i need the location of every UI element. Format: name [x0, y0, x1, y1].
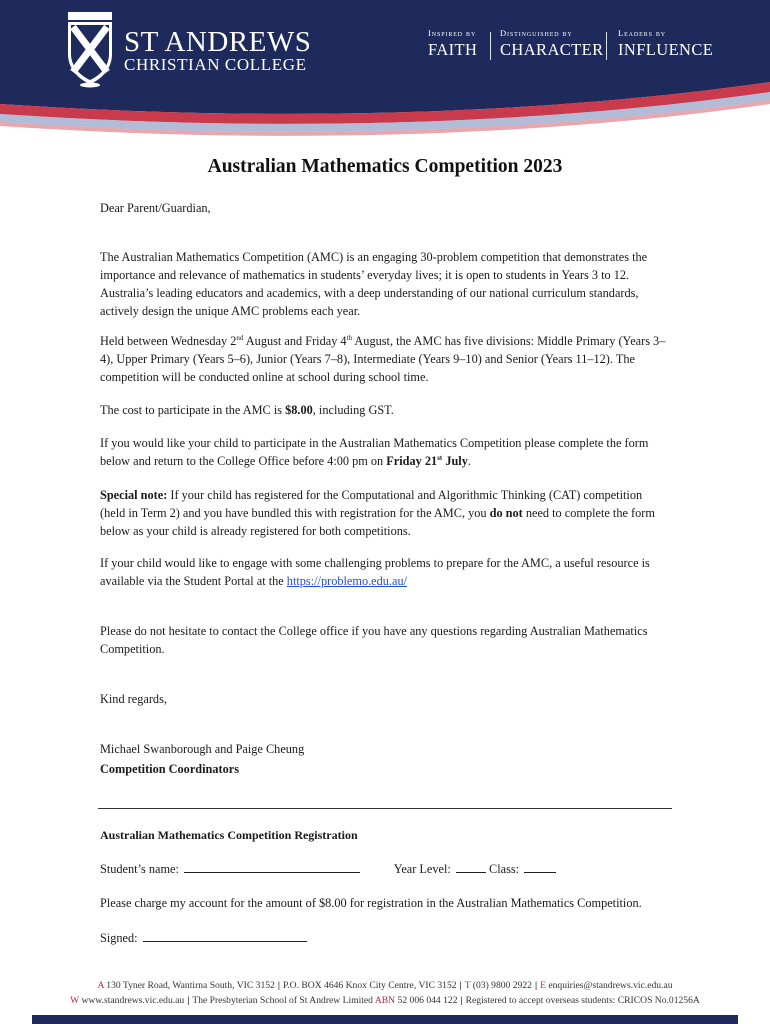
charge-authorisation: Please charge my account for the amount of $8.00 for registration in the Australian Mathematics Competition. — [100, 896, 642, 910]
special-note-label: Special note: — [100, 488, 168, 502]
year-level-field[interactable] — [456, 861, 486, 873]
signatories: Michael Swanborough and Paige Cheung — [100, 742, 305, 756]
paragraph-intro: The Australian Mathematics Competition (AMC) is an engaging 30-problem competition that demonstrates the importance and relevance of mathematics in students’ everyday lives; it is open to students in Years 3 to 12. Australia’s leading educators and academics, with a deep understanding of our national curriculum standards, actively design the unique AMC problems each year. — [100, 250, 648, 318]
motto-character — [500, 28, 604, 60]
college-crest-icon — [64, 10, 116, 88]
motto-influence-word: INFLUENCE — [618, 40, 714, 59]
year-level-label: Year Level: — [393, 862, 451, 876]
text: August and Friday 4 — [243, 334, 347, 348]
motto-faith — [428, 28, 477, 60]
emphasis: do not — [489, 506, 523, 520]
document-title: Australian Mathematics Competition 2023 — [207, 156, 563, 177]
paragraph-cost — [100, 401, 670, 419]
paragraph-resource — [100, 554, 670, 590]
deadline-month: July — [442, 454, 468, 468]
signature-row — [100, 929, 670, 947]
footer-school-entity: The Presbyterian School of St Andrew Limited — [192, 995, 373, 1006]
form-divider — [98, 808, 672, 809]
school-name-line2: CHRISTIAN COLLEGE — [124, 55, 307, 74]
website-prefix: W — [70, 995, 80, 1006]
footer-phone: (03) 9800 2922 — [472, 980, 532, 991]
paragraph-dates — [100, 332, 670, 386]
class-field[interactable] — [524, 861, 556, 873]
problemo-link[interactable]: https://problemo.edu.au/ — [286, 574, 408, 588]
signatory-role-text: Competition Coordinators — [100, 762, 240, 776]
motto-faith-prefix: Inspired by — [428, 28, 477, 38]
text: , including GST. — [312, 403, 394, 417]
footer-line-1: A 130 Tyner Road, Wantirna South, VIC 3152 | P.O. BOX 4646 Knox City Centre, VIC 3152 | T (03) 9800 2922 | E enquiries@standrews.vic.edu.au — [97, 980, 673, 991]
footer-website[interactable]: www.standrews.vic.edu.au — [81, 995, 185, 1006]
address-prefix: A — [97, 980, 104, 991]
signed-label: Signed: — [100, 931, 138, 945]
superscript: nd — [236, 334, 244, 342]
motto-character-word: CHARACTER — [500, 40, 604, 59]
text: If your child has registered for the Computational and Algorithmic Thinking (CAT) competition (held in Term 2) and you have bundled this with registration for the AMC, you — [100, 488, 643, 520]
motto-separator — [606, 32, 607, 60]
motto-faith-word: FAITH — [428, 40, 478, 59]
salutation: Dear Parent/Guardian, — [100, 201, 211, 215]
school-name — [124, 28, 311, 74]
text: The cost to participate in the AMC is — [100, 403, 286, 417]
abn-label: ABN — [374, 995, 396, 1006]
motto-character-prefix: Distinguished by — [500, 28, 573, 38]
registration-title-text: Australian Mathematics Competition Registration — [100, 828, 358, 842]
phone-prefix: T — [464, 980, 471, 991]
student-name-field[interactable] — [184, 861, 360, 873]
letterhead-banner — [0, 0, 770, 140]
text: If you would like your child to participate in the Australian Mathematics Competition please complete the form below and return to the College Office before 4:00 pm on — [100, 436, 649, 468]
student-name-label: Student’s name: — [100, 862, 179, 876]
signature-field[interactable] — [143, 930, 307, 942]
paragraph-contact: Please do not hesitate to contact the College office if you have any questions regarding Australian Mathematics Competition. — [100, 624, 648, 656]
footer-cricos: Registered to accept overseas students: CRICOS No.01256A — [465, 995, 700, 1006]
class-label: Class: — [489, 862, 520, 876]
footer-abn: 52 006 044 122 — [397, 995, 458, 1006]
deadline-day: Friday 21 — [386, 454, 438, 468]
closing: Kind regards, — [100, 692, 167, 706]
superscript: st — [437, 454, 443, 462]
email-prefix: E — [540, 980, 546, 991]
motto-influence — [618, 28, 713, 60]
footer-email[interactable]: enquiries@standrews.vic.edu.au — [548, 980, 673, 991]
footer-address: 130 Tyner Road, Wantirna South, VIC 3152 — [106, 980, 275, 991]
text: . — [467, 454, 471, 468]
student-details-row — [100, 860, 670, 878]
footer-line-2: W www.standrews.vic.edu.au | The Presbyterian School of St Andrew Limited ABN 52 006 044 122 | Registered to accept overseas students: CRICOS No.01256A — [70, 995, 700, 1006]
school-name-line1: ST ANDREWS — [124, 26, 312, 58]
registration-form-title — [100, 826, 670, 844]
paragraph-special-note — [100, 486, 670, 540]
footer-contact — [0, 978, 770, 1008]
text: Held between Wednesday 2 — [100, 334, 237, 348]
text: August, the AMC has five divisions: Middle Primary (Years 3–4), Upper Primary (Years 5–6), Junior (Years 7–8), Intermediate (Years 9–10) and Senior (Years 11–12). The competition will be conducted online at school during school time. — [100, 334, 666, 384]
deadline — [386, 454, 468, 468]
superscript: th — [346, 334, 353, 342]
footer-po-box: P.O. BOX 4646 Knox City Centre, VIC 3152 — [282, 980, 457, 991]
motto-influence-prefix: Leaders by — [618, 28, 666, 38]
text: If your child would like to engage with some challenging problems to prepare for the AMC, a useful resource is available via the Student Portal at the — [100, 556, 650, 588]
footer-band — [32, 1015, 738, 1024]
text: need to complete the form below as your child is already registered for both competitions. — [100, 506, 655, 538]
paragraph-instructions — [100, 434, 670, 470]
motto-separator — [490, 32, 491, 60]
cost-amount: $8.00 — [285, 403, 313, 417]
signatory-role — [100, 760, 670, 778]
